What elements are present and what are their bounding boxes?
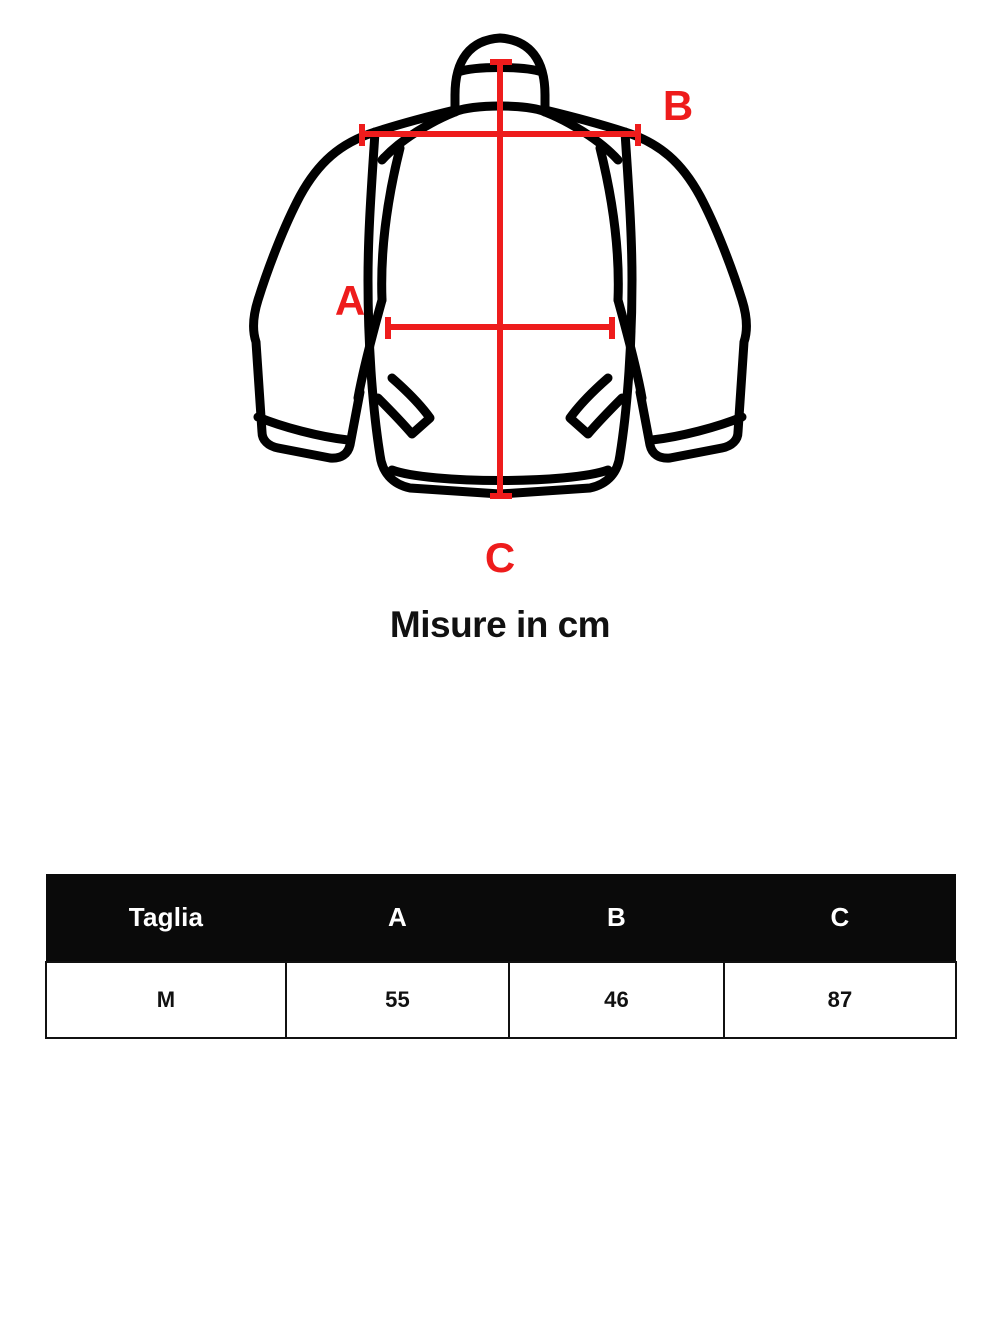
measure-label-c: C: [484, 534, 516, 581]
jacket-illustration: [0, 0, 1000, 600]
cell-b: 46: [509, 962, 724, 1038]
size-table: [45, 874, 957, 1039]
right-armhole-seam: [600, 148, 618, 300]
size-table-body: [46, 962, 956, 1038]
left-cuff-line: [258, 417, 348, 440]
left-pocket: [378, 378, 430, 434]
measure-label-b: B: [662, 82, 694, 129]
table-header-row: [46, 874, 956, 962]
column-header-taglia: Taglia: [46, 874, 286, 962]
column-header-c: C: [724, 874, 956, 962]
jacket-diagram: [0, 0, 1000, 600]
cell-size: M: [46, 962, 286, 1038]
right-cuff-line: [652, 417, 742, 440]
measure-label-a: A: [334, 277, 366, 324]
measurement-unit-caption: Misure in cm: [389, 604, 611, 645]
right-pocket: [570, 378, 622, 434]
table-row: [46, 962, 956, 1038]
cell-a: 55: [286, 962, 509, 1038]
left-armhole-seam: [382, 148, 400, 300]
size-table-wrapper: [45, 874, 955, 1039]
column-header-a: A: [286, 874, 509, 962]
size-table-head: [46, 874, 956, 962]
column-header-b: B: [509, 874, 724, 962]
cell-c: 87: [724, 962, 956, 1038]
